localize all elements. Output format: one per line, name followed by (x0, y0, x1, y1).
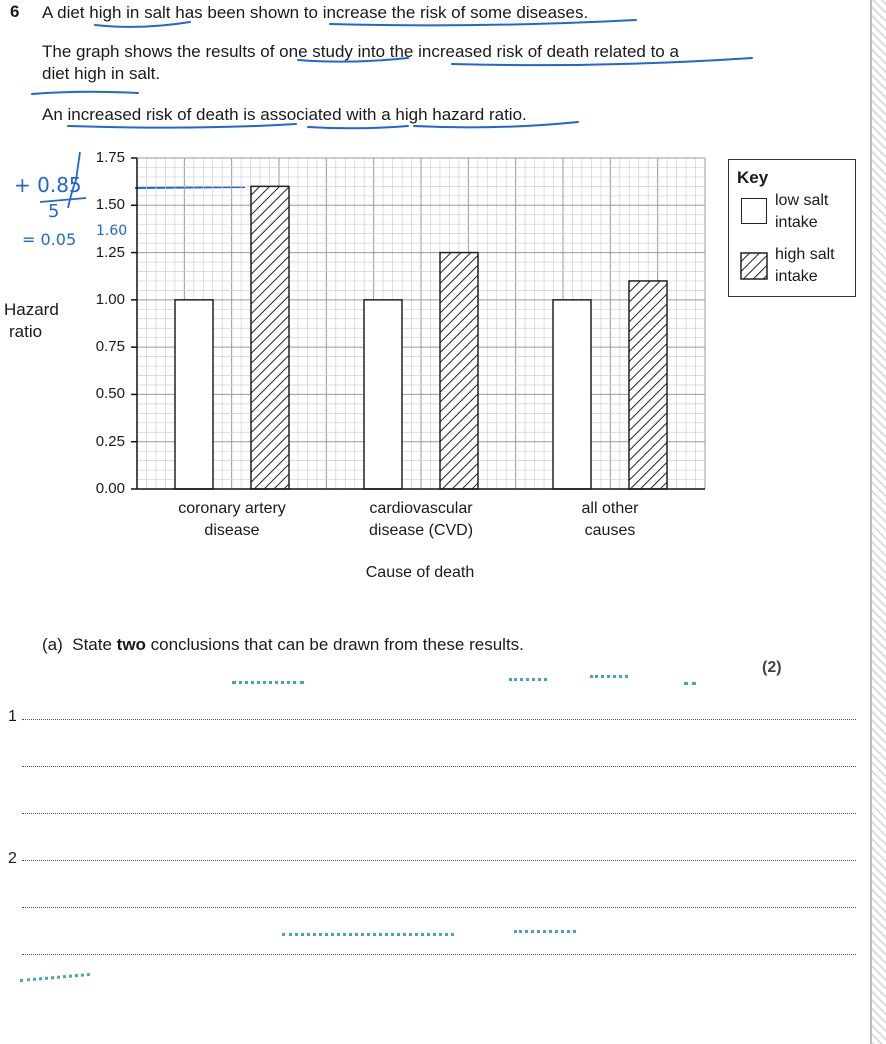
legend-title: Key (737, 168, 769, 187)
x-category-label-line: causes (584, 522, 636, 539)
legend-label-low-salt-2: intake (775, 214, 818, 231)
bar-low-salt-2 (553, 300, 591, 489)
x-category-label-line: disease (204, 522, 260, 539)
highlight-dots (232, 681, 304, 684)
x-category-label-line: cardiovascular (369, 500, 473, 517)
question-number: 6 (10, 2, 20, 21)
bar-low-salt-1 (364, 300, 402, 489)
part-a-label: (a) (42, 635, 63, 654)
y-tick-label: 0.75 (95, 338, 125, 356)
highlight-dots (20, 973, 90, 982)
legend-label-high-salt-2: intake (775, 268, 818, 285)
bar-high-salt-2 (629, 281, 667, 489)
bar-high-salt-0 (251, 186, 289, 489)
bar-high-salt-1 (440, 253, 478, 489)
x-axis-title: Cause of death (365, 564, 475, 581)
highlight-dots (509, 678, 547, 681)
legend-swatch-low-salt (741, 198, 767, 224)
answer-2-label: 2 (8, 850, 17, 867)
y-tick-label: 1.25 (95, 243, 125, 261)
x-category-label-line: coronary artery (178, 500, 286, 517)
highlight-dots (590, 675, 628, 678)
chart-legend (728, 159, 856, 297)
y-tick-label: 0.00 (95, 480, 125, 497)
answer-line-2c[interactable] (22, 954, 856, 955)
question-para1-line1: The graph shows the results of one study into the increased risk of death related to a (42, 42, 679, 61)
x-category-label (142, 498, 322, 542)
highlight-dots (282, 933, 454, 936)
calc-line-3: 1.60 (96, 223, 128, 239)
legend-swatch-high-salt (740, 252, 768, 280)
answer-1-label: 1 (8, 708, 17, 725)
answer-line-1c[interactable] (22, 813, 856, 814)
answer-line-1a[interactable] (22, 719, 856, 720)
question-para1-line2: diet high in salt. (42, 64, 161, 83)
y-axis-label-line1: Hazard (4, 300, 59, 319)
calc-line-1: + 0.85 (14, 173, 82, 197)
y-axis-label-line2: ratio (9, 322, 43, 341)
question-para2: An increased risk of death is associated with a high hazard ratio. (42, 105, 527, 124)
y-tick-label: 1.00 (95, 290, 125, 308)
x-category-label (331, 498, 511, 542)
highlight-dots (684, 682, 696, 685)
answer-line-1b[interactable] (22, 766, 856, 767)
y-tick-label: 0.50 (95, 385, 125, 403)
legend-label-high-salt-1: high salt (775, 246, 835, 263)
y-tick-label: 1.50 (95, 196, 125, 214)
answer-line-2b[interactable] (22, 907, 856, 908)
part-a-text-before: State (72, 635, 117, 654)
part-a-prompt (42, 634, 524, 656)
x-category-label-line: disease (CVD) (368, 522, 474, 539)
calc-line-2: 5 (48, 201, 60, 222)
bar-low-salt-0 (175, 300, 213, 489)
question-intro: A diet high in salt has been shown to increase the risk of some diseases. (42, 3, 589, 22)
x-category-label-line: all other (581, 500, 639, 517)
part-a-text-after: conclusions that can be drawn from these results. (145, 635, 524, 654)
x-category-label (520, 498, 700, 542)
calc-line-4: = 0.05 (22, 230, 77, 249)
page-edge (870, 0, 886, 1044)
part-a-text-bold: two (116, 635, 146, 654)
marks-indicator: (2) (762, 659, 782, 676)
legend-label-low-salt-1: low salt (775, 192, 829, 209)
y-tick-label: 1.75 (95, 149, 125, 166)
y-tick-label: 0.25 (95, 432, 125, 450)
answer-line-2a[interactable] (22, 860, 856, 861)
highlight-dots (514, 930, 576, 933)
